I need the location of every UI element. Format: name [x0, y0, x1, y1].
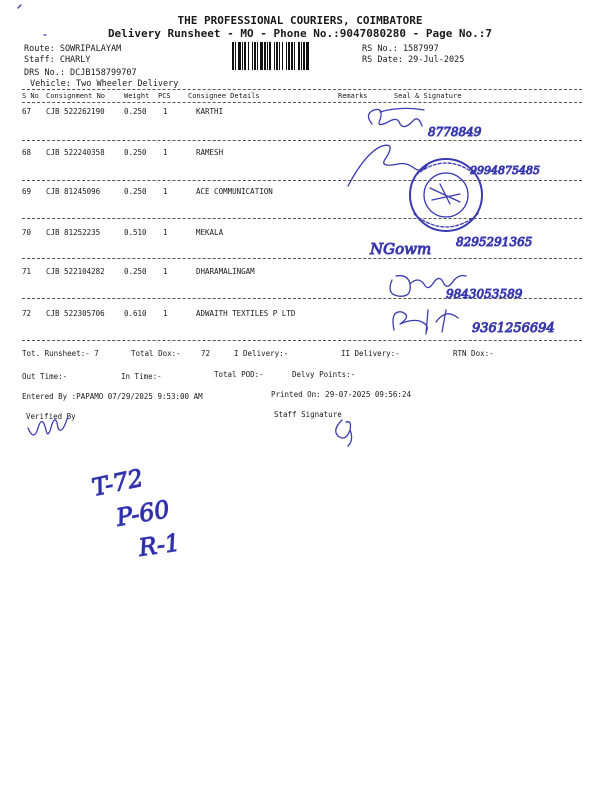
- row-consignment: CJB 522305706: [46, 309, 105, 318]
- company-seal-stamp: [410, 159, 482, 231]
- note-pod: P-60: [114, 495, 172, 532]
- name-row70: NGowm: [370, 240, 432, 258]
- staff-signature-label: Staff Signature: [274, 410, 342, 419]
- total-dox-label: Total Dox:-: [131, 349, 181, 358]
- row-consignment: CJB 81245096: [46, 187, 101, 196]
- phone-row68: 9994875485: [470, 164, 540, 177]
- phone-row67: 8778849: [428, 125, 482, 139]
- row-consignment: CJB 81252235: [46, 228, 101, 237]
- row-pcs: 1: [163, 107, 168, 116]
- total-pod: Total POD:-: [214, 370, 264, 379]
- row-weight: 0.250: [124, 148, 147, 157]
- row-consignee: RAMESH: [196, 148, 224, 157]
- row-sno: 72: [22, 309, 32, 318]
- verified-by-label: Verified By: [26, 412, 76, 421]
- signature-row67: [368, 108, 424, 126]
- phone-row70: 8295291365: [456, 235, 533, 249]
- row-pcs: 1: [163, 267, 168, 276]
- company-title: THE PROFESSIONAL COURIERS, COIMBATORE: [177, 14, 423, 27]
- rs-date: RS Date: 29-Jul-2025: [362, 55, 465, 65]
- total-runsheet: Tot. Runsheet:- 7: [22, 349, 99, 358]
- col-sno: S No: [22, 92, 39, 100]
- signature-row72: [393, 310, 458, 334]
- staff-signature: [336, 420, 352, 446]
- col-pcs: PCS: [158, 92, 171, 100]
- row-weight: 0.610: [124, 309, 147, 318]
- phone-row72: 9361256694: [472, 321, 555, 336]
- row-weight: 0.250: [124, 187, 147, 196]
- row-pcs: 1: [163, 228, 168, 237]
- signature-row68: [348, 145, 428, 186]
- total-dox-value: 72: [201, 349, 211, 358]
- row-weight: 0.250: [124, 267, 147, 276]
- row-consignee: MEKALA: [196, 228, 224, 237]
- col-consignment: Consignment No: [46, 92, 106, 100]
- vehicle-field: Vehicle: Two Wheeler Delivery: [30, 79, 179, 89]
- row-consignment: CJB 522104282: [46, 267, 105, 276]
- row-consignment: CJB 522240358: [46, 148, 105, 157]
- in-time: In Time:-: [121, 372, 162, 381]
- col-consignee: Consignee Details: [188, 92, 260, 100]
- row-consignee: KARTHI: [196, 107, 224, 116]
- entered-by: Entered By :PAPAMO 07/29/2025 9:53:00 AM: [22, 392, 203, 401]
- row-pcs: 1: [163, 148, 168, 157]
- note-return: R-1: [136, 528, 182, 562]
- row-consignment: CJB 522262190: [46, 107, 105, 116]
- row-consignee: ACE COMMUNICATION: [196, 187, 273, 196]
- drs-field: DRS No.: DCJB158799707: [24, 68, 137, 78]
- second-delivery: II Delivery:-: [341, 349, 400, 358]
- row-pcs: 1: [163, 309, 168, 318]
- rs-number: RS No.: 1587997: [362, 44, 439, 54]
- row-consignee: ADWAITH TEXTILES P LTD: [196, 309, 296, 318]
- col-remarks: Remarks: [338, 92, 368, 100]
- row-weight: 0.250: [124, 107, 147, 116]
- phone-row71: 9843053589: [446, 287, 523, 301]
- staff-field: Staff: CHARLY: [24, 55, 91, 65]
- row-sno: 68: [22, 148, 32, 157]
- note-total: T-72: [89, 463, 146, 502]
- rtn-dox: RTN Dox:-: [453, 349, 494, 358]
- col-weight: Weight: [124, 92, 150, 100]
- stamp-inner-mark: [430, 184, 460, 204]
- route-field: Route: SOWRIPALAYAM: [24, 44, 122, 54]
- row-consignee: DHARAMALINGAM: [196, 267, 255, 276]
- row-sno: 69: [22, 187, 32, 196]
- out-time: Out Time:-: [22, 372, 68, 381]
- verified-signature: [28, 416, 68, 435]
- row-pcs: 1: [163, 187, 168, 196]
- runsheet-title: Delivery Runsheet - MO - Phone No.:9047080280 - Page No.:7: [107, 27, 493, 40]
- row-sno: 71: [22, 267, 32, 276]
- delivery-points: Delvy Points:-: [292, 370, 356, 379]
- row-sno: 70: [22, 228, 32, 237]
- stray-mark: [18, 5, 46, 35]
- row-sno: 67: [22, 107, 32, 116]
- col-seal: Seal & Signature: [394, 92, 462, 100]
- printed-on: Printed On: 29-07-2025 09:56:24: [271, 390, 411, 399]
- first-delivery: I Delivery:-: [234, 349, 289, 358]
- row-weight: 0.510: [124, 228, 147, 237]
